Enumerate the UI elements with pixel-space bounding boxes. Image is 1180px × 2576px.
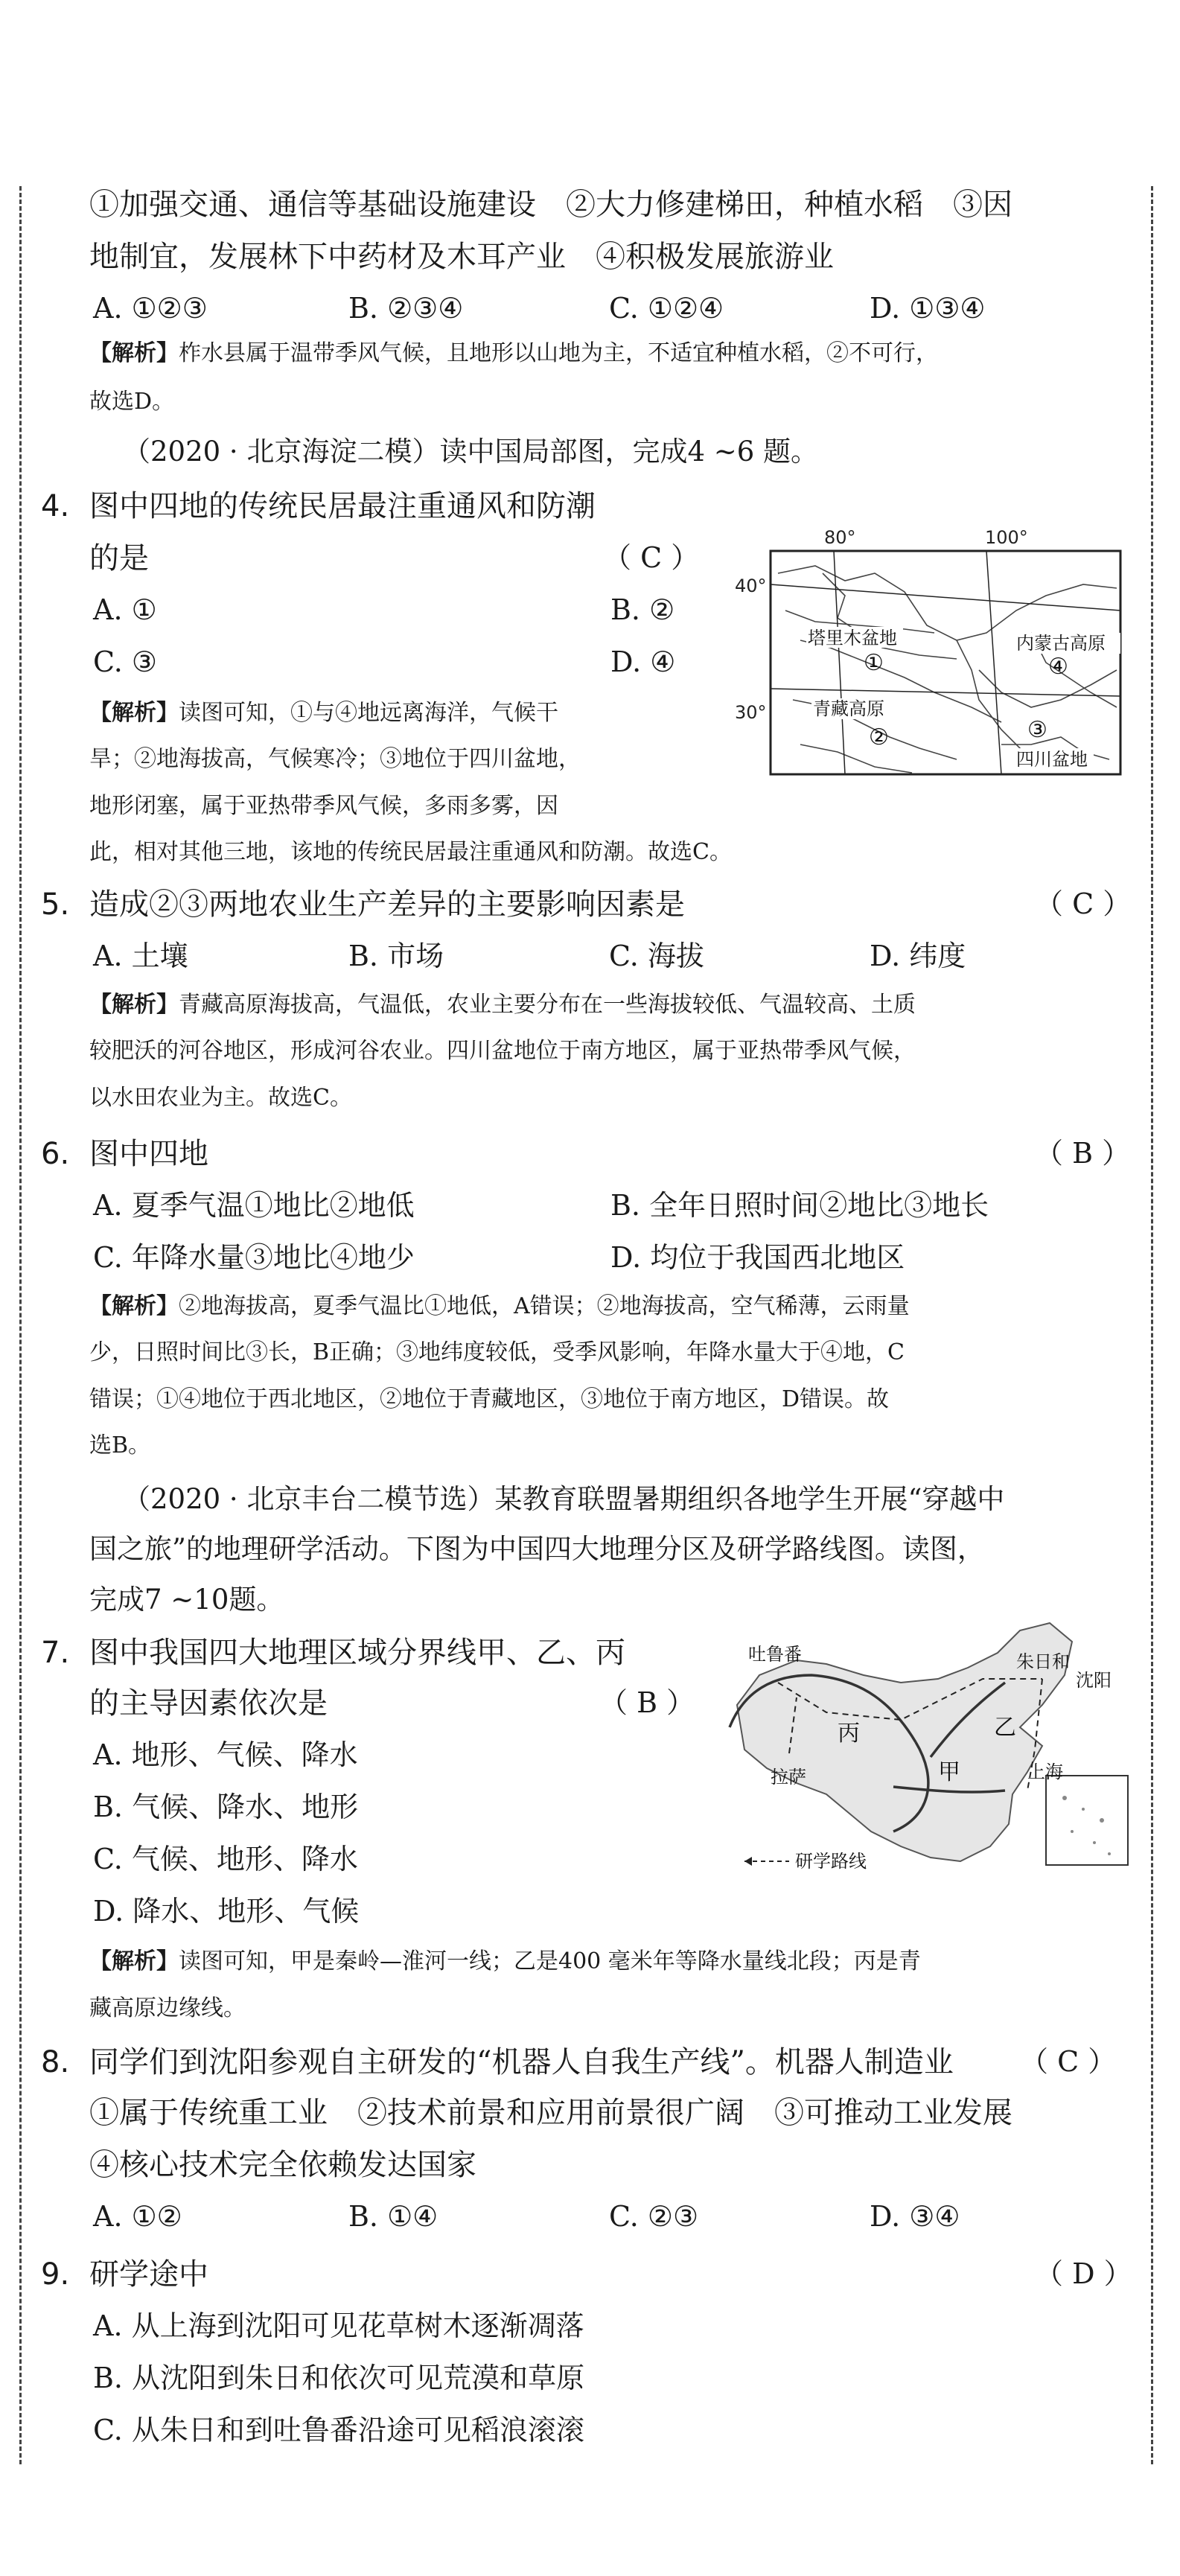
map2-label-shanghai: 上海	[1027, 1762, 1063, 1782]
q4-option-d: D. ④	[610, 645, 676, 678]
map1-marker-2: ②	[869, 724, 889, 750]
map2-label-jia: 甲	[938, 1759, 960, 1785]
q3-expl-tag: 【解析】	[89, 340, 179, 366]
map2-label-bing: 丙	[838, 1721, 860, 1747]
map1-label-inner-mongolia: 内蒙古高原	[1016, 633, 1106, 654]
map-china-regions-route	[715, 1608, 1139, 1906]
q5-option-c: C. 海拔	[609, 940, 704, 972]
map2-legend-route-label: 研学路线	[795, 1851, 867, 1872]
q6-expl-tag: 【解析】	[89, 1293, 179, 1319]
map1-label-tarim: 塔里木盆地	[808, 628, 897, 648]
q8-items-line1: ①属于传统重工业 ②技术前景和应用前景很广阔 ③可推动工业发展	[89, 2096, 1012, 2130]
q8-items-line2: ④核心技术完全依赖发达国家	[89, 2148, 476, 2182]
q7-explanation-line2: 藏高原边缘线。	[89, 1995, 246, 2021]
group2-source-line3: 完成7 ~10题。	[89, 1584, 284, 1616]
map-china-partial-svg	[733, 521, 1132, 819]
cut-line-left	[19, 186, 22, 2464]
map1-lon-80: 80°	[824, 527, 856, 548]
q7-stem-line1: 图中我国四大地理区域分界线甲、乙、丙	[89, 1636, 625, 1670]
q4-explanation-line4: 此，相对其他三地，该地的传统民居最注重通风和防潮。故选C。	[89, 839, 732, 865]
q6-explanation-line1: 【解析】②地海拔高，夏季气温比①地低，A错误；②地海拔高，空气稀薄，云雨量	[89, 1293, 910, 1319]
group1-source: （2020 · 北京海淀二模）读中国局部图，完成4 ~6 题。	[123, 436, 819, 468]
q4-stem-line1: 图中四地的传统民居最注重通风和防潮	[89, 489, 596, 523]
group2-source-line1: （2020 · 北京丰台二模节选）某教育联盟暑期组织各地学生开展“穿越中	[123, 1483, 1005, 1515]
q4-number: 4.	[41, 489, 70, 523]
q8-option-d: D. ③④	[870, 2200, 960, 2233]
q4-option-b: B. ②	[610, 593, 675, 626]
map1-label-sichuan: 四川盆地	[1016, 749, 1088, 770]
q3-items-line2: 地制宜，发展林下中药材及木耳产业 ④积极发展旅游业	[89, 240, 834, 274]
q5-number: 5.	[41, 887, 70, 922]
q5-answer: （ C ）	[1035, 887, 1132, 920]
q3-option-b: B. ②③④	[348, 292, 464, 325]
q8-option-b: B. ①④	[348, 2200, 438, 2233]
q9-option-b: B. 从沈阳到朱日和依次可见荒漠和草原	[93, 2362, 585, 2394]
q3-option-d: D. ①③④	[870, 292, 986, 325]
q4-explanation-line3: 地形闭塞，属于亚热带季风气候，多雨多雾，因	[89, 793, 558, 819]
q7-stem-line2: 的主导因素依次是	[89, 1686, 328, 1721]
map-china-partial	[733, 521, 1132, 819]
map1-label-qinghai-tibet: 青藏高原	[813, 698, 884, 719]
q5-explanation-line1: 【解析】青藏高原海拔高，气温低，农业主要分布在一些海拔较低、气温较高、土质	[89, 992, 916, 1018]
map2-legend-arrow-icon	[744, 1857, 752, 1866]
q4-stem-line2: 的是	[89, 541, 149, 576]
q6-option-a: A. 夏季气温①地比②地低	[93, 1189, 415, 1222]
q4-explanation-line1: 【解析】读图可知，①与④地远离海洋，气候干	[89, 700, 558, 726]
q5-option-a: A. 土壤	[93, 940, 188, 972]
map1-lon-100: 100°	[985, 527, 1028, 548]
q3-option-c: C. ①②④	[609, 292, 724, 325]
map2-label-shenyang: 沈阳	[1076, 1670, 1112, 1691]
map2-label-turpan: 吐鲁番	[748, 1644, 802, 1665]
q5-expl-tag: 【解析】	[89, 992, 179, 1018]
q9-option-c: C. 从朱日和到吐鲁番沿途可见稻浪滚滚	[93, 2414, 584, 2446]
map2-label-zhurihe: 朱日和	[1016, 1651, 1070, 1672]
q6-answer: （ B ）	[1035, 1137, 1131, 1170]
q5-option-b: B. 市场	[348, 940, 444, 972]
q5-explanation-line2: 较肥沃的河谷地区，形成河谷农业。四川盆地位于南方地区，属于亚热带季风气候，	[89, 1038, 916, 1064]
q9-option-a: A. 从上海到沈阳可见花草树木逐渐凋落	[93, 2309, 584, 2342]
q6-option-d: D. 均位于我国西北地区	[610, 1241, 905, 1274]
q3-items-line1: ①加强交通、通信等基础设施建设 ②大力修建梯田，种植水稻 ③因	[89, 188, 1012, 222]
q9-answer: （ D ）	[1035, 2257, 1132, 2290]
q4-option-c: C. ③	[93, 645, 157, 678]
q9-stem: 研学途中	[89, 2257, 208, 2292]
q3-option-a: A. ①②③	[93, 292, 208, 325]
q7-explanation-line1: 【解析】读图可知，甲是秦岭—淮河一线；乙是400 毫米年等降水量线北段；丙是青	[89, 1948, 921, 1974]
q6-number: 6.	[41, 1137, 70, 1171]
map1-marker-3: ③	[1027, 717, 1047, 743]
map2-inset-south-sea	[1046, 1776, 1128, 1865]
q4-option-a: A. ①	[93, 593, 157, 626]
q7-option-c: C. 气候、地形、降水	[93, 1843, 358, 1875]
q8-number: 8.	[41, 2045, 70, 2079]
map1-lat-40: 40°	[735, 576, 767, 596]
q6-explanation-line3: 错误；①④地位于西北地区，②地位于青藏地区，③地位于南方地区，D错误。故	[89, 1386, 890, 1412]
q6-stem: 图中四地	[89, 1137, 208, 1171]
q6-explanation-line4: 选B。	[89, 1432, 151, 1458]
q7-option-b: B. 气候、降水、地形	[93, 1791, 359, 1823]
q3-explanation-line2: 故选D。	[89, 389, 175, 415]
q8-stem: 同学们到沈阳参观自主研发的“机器人自我生产线”。机器人制造业	[89, 2045, 954, 2079]
map1-marker-1: ①	[864, 650, 884, 676]
map-china-regions-route-svg	[715, 1608, 1139, 1906]
q6-explanation-line2: 少，日照时间比③长，B正确；③地纬度较低，受季风影响，年降水量大于④地，C	[89, 1339, 905, 1365]
cut-line-right	[1151, 186, 1153, 2464]
q7-answer: （ B ）	[599, 1686, 695, 1719]
q8-option-c: C. ②③	[609, 2200, 699, 2233]
q5-explanation-line3: 以水田农业为主。故选C。	[89, 1085, 352, 1111]
q4-expl-tag: 【解析】	[89, 700, 179, 726]
map2-label-lhasa: 拉萨	[771, 1767, 806, 1788]
q8-option-a: A. ①②	[93, 2200, 182, 2233]
q5-stem: 造成②③两地农业生产差异的主要影响因素是	[89, 887, 685, 922]
q4-explanation-line2: 旱；②地海拔高，气候寒冷；③地位于四川盆地，	[89, 746, 581, 772]
q7-expl-tag: 【解析】	[89, 1948, 179, 1974]
q6-option-b: B. 全年日照时间②地比③地长	[610, 1189, 989, 1222]
map1-marker-4: ④	[1048, 654, 1068, 680]
map1-lat-30: 30°	[735, 702, 767, 723]
q7-option-d: D. 降水、地形、气候	[93, 1895, 360, 1928]
q9-number: 9.	[41, 2257, 70, 2292]
q6-option-c: C. 年降水量③地比④地少	[93, 1241, 415, 1274]
q8-answer: （ C ）	[1020, 2045, 1117, 2078]
q4-answer: （ C ）	[603, 541, 700, 574]
q5-option-d: D. 纬度	[870, 940, 966, 972]
q3-explanation-line1: 【解析】柞水县属于温带季风气候，且地形以山地为主，不适宜种植水稻，②不可行，	[89, 340, 938, 366]
q7-option-a: A. 地形、气候、降水	[93, 1738, 358, 1771]
q7-number: 7.	[41, 1636, 70, 1670]
map2-label-yi: 乙	[994, 1715, 1016, 1741]
group2-source-line2: 国之旅”的地理研学活动。下图为中国四大地理分区及研学路线图。读图，	[89, 1533, 985, 1565]
